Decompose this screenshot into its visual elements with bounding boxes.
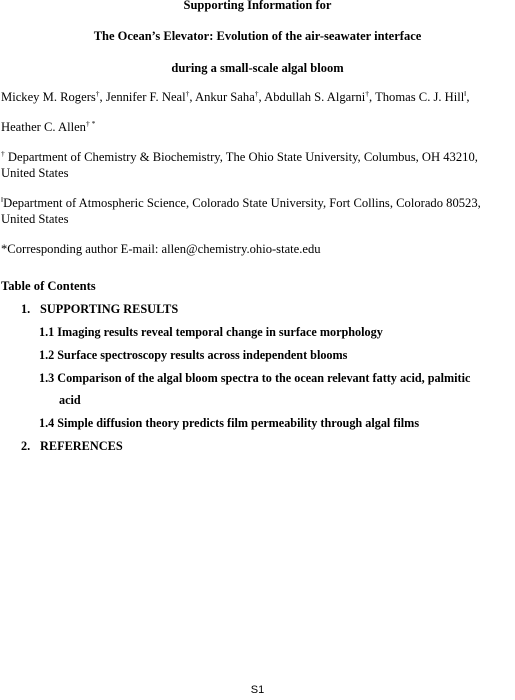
affiliation-mark: † <box>95 89 100 98</box>
affiliation-mark: † <box>185 89 190 98</box>
toc-section-label: REFERENCES <box>40 439 123 453</box>
toc-section-label: SUPPORTING RESULTS <box>40 302 179 316</box>
author-name: Heather C. Allen <box>1 120 86 134</box>
affiliation-mark: ‖ <box>1 195 4 204</box>
affiliation-mark: † <box>1 149 5 158</box>
title-line-1: Supporting Information for <box>183 0 332 12</box>
affiliation-atmospheric-country: United States <box>1 212 69 226</box>
corresponding-author: *Corresponding author E-mail: allen@chemistry.ohio-state.edu <box>1 242 321 256</box>
affiliation-chemistry-country: United States <box>1 166 69 180</box>
toc-section-number: 1. <box>21 302 31 316</box>
toc-subsection-1-4: 1.4 Simple diffusion theory predicts film permeability through algal films <box>39 416 420 430</box>
title-line-2: The Ocean’s Elevator: Evolution of the air-seawater interface <box>93 29 422 43</box>
author-name: , Thomas C. J. Hill <box>369 90 465 104</box>
author-name: Mickey M. Rogers <box>1 90 96 104</box>
toc-heading: Table of Contents <box>1 279 96 293</box>
page-number: S1 <box>250 684 265 696</box>
toc-section-1 <box>21 302 178 317</box>
author-name: , Jennifer F. Neal <box>99 90 186 104</box>
author-name: , Abdullah S. Algarni <box>258 90 366 104</box>
author-list-line-2 <box>1 119 513 135</box>
affiliation-atmospheric: ‖Department of Atmospheric Science, Colorado State University, Fort Collins, Colorado 80523, <box>1 195 481 210</box>
author-list: Mickey M. Rogers†, Jennifer F. Neal†, Ankur Saha†, Abdullah S. Algarni†, Thomas C. J. Hill‖, <box>1 89 470 104</box>
affiliation-mark: † <box>254 89 259 98</box>
affiliation-mark: † <box>365 89 369 98</box>
title-line-3: during a small-scale algal bloom <box>171 61 344 75</box>
toc-section-number: 2. <box>21 439 31 453</box>
affiliation-mark: † * <box>85 119 96 128</box>
author-name: , Ankur Saha <box>189 90 255 104</box>
toc-subsection-1-3: 1.3 Comparison of the algal bloom spectra to the ocean relevant fatty acid, palmitic <box>39 371 471 385</box>
toc-section-2 <box>21 439 123 454</box>
toc-subsection-1-1: 1.1 Imaging results reveal temporal change in surface morphology <box>39 325 383 339</box>
affiliation-mark: ‖ <box>464 89 467 98</box>
toc-subsection-1-3-continued: acid <box>59 393 81 407</box>
toc-subsection-1-2: 1.2 Surface spectroscopy results across independent blooms <box>39 348 348 362</box>
affiliation-chemistry: † Department of Chemistry & Biochemistry, The Ohio State University, Columbus, OH 43210, <box>1 149 478 164</box>
